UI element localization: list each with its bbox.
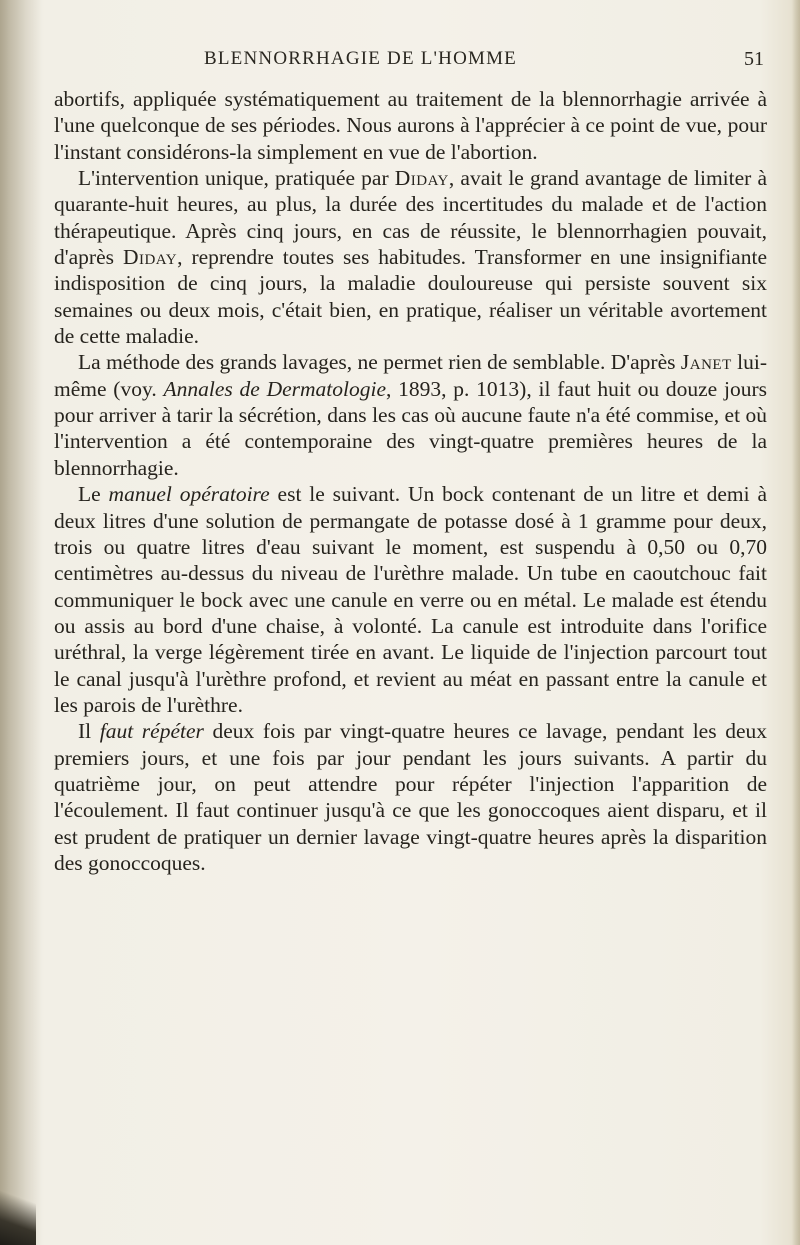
- paragraph-1-text: abortifs, appliquée systématiquement au traitement de la blennorrhagie arrivée à l'une quelconque de ses périodes. Nous aurons à l'apprécier à ce point de vue, pour l'instant considérons-la simplement en vue de l'abortion.: [54, 87, 767, 164]
- paragraph-2-text-c: , reprendre toutes ses habitudes. Transformer en une insignifiante indisposition de cinq jours, la maladie douloureuse qui persiste souvent six semaines ou deux mois, c'était bien, en pratique, réaliser un véritable avortement de cette maladie.: [54, 245, 767, 349]
- paragraph-2-text-a: L'intervention unique, pratiquée par: [78, 166, 395, 191]
- page-number: 51: [744, 48, 764, 70]
- paragraph-1: [54, 86, 767, 165]
- author-name: Diday: [394, 166, 449, 191]
- page-edge: [792, 0, 800, 1245]
- author-name: Janet: [680, 350, 732, 375]
- binding-shadow: [0, 0, 42, 1245]
- author-name: Diday: [122, 245, 178, 270]
- paragraph-4-text-b: est le suivant. Un bock contenant de un litre et demi à deux litres d'une solution de permangate de potasse dosé à 1 gramme pour deux, trois ou quatre litres d'eau suivant le moment, est suspendu à 0,50 ou 0,70 centimètres au-dessus du niveau de l'urèthre malade. Un tube en caoutchouc fait communiquer le bock avec une canule en verre ou en métal. Le malade est étendu ou assis au bord d'une chaise, à volonté. La canule est introduite dans l'orifice uréthral, la verge légèrement tirée en avant. Le liquide de l'injection parcourt tout le canal jusqu'à l'urèthre profond, et revient au méat en passant entre la canule et les parois de l'urèthre.: [54, 482, 767, 717]
- paragraph-2: [54, 165, 767, 349]
- body-text: [54, 86, 767, 876]
- paragraph-5: [54, 718, 767, 876]
- journal-title: Annales de Dermatologie: [163, 376, 386, 401]
- paragraph-3-text-c: , 1893, p. 1013), il faut huit ou douze jours pour arriver à tarir la sécrétion, dans les cas où aucune faute n'a été commise, et où l'intervention a été contemporaine des vingt-quatre premières heures de la blennorrhagie.: [54, 376, 767, 480]
- paragraph-4: [54, 481, 767, 718]
- paragraph-5-text-a: Il: [78, 719, 100, 744]
- emphasis-term: faut répéter: [99, 719, 204, 744]
- paragraph-3-text-a: La méthode des grands lavages, ne permet rien de semblable. D'après: [78, 350, 681, 375]
- paragraph-3-text-b: lui-même (voy.: [54, 350, 768, 401]
- scan-corner: [0, 1185, 36, 1245]
- emphasis-term: manuel opératoire: [108, 482, 270, 507]
- paragraph-4-text-a: Le: [78, 482, 109, 507]
- running-title: BLENNORRHAGIE DE L'HOMME: [204, 48, 517, 69]
- paragraph-3: [54, 349, 767, 481]
- paragraph-5-text-b: deux fois par vingt-quatre heures ce lavage, pendant les deux premiers jours, et une fois par jour pendant les jours suivants. A partir du quatrième jour, on peut attendre pour répéter l'injection l'apparition de l'écoulement. Il faut continuer jusqu'à ce que les gonoccoques aient disparu, et il est prudent de pratiquer un dernier lavage vingt-quatre heures après la disparition des gonoccoques.: [54, 719, 767, 875]
- page-header: [54, 44, 764, 74]
- paragraph-2-text-b: , avait le grand avantage de limiter à quarante-huit heures, au plus, la durée des incertitudes du malade et de l'action thérapeutique. Après cinq jours, en cas de réussite, le blennorrhagien pouvait, d'après: [54, 166, 767, 270]
